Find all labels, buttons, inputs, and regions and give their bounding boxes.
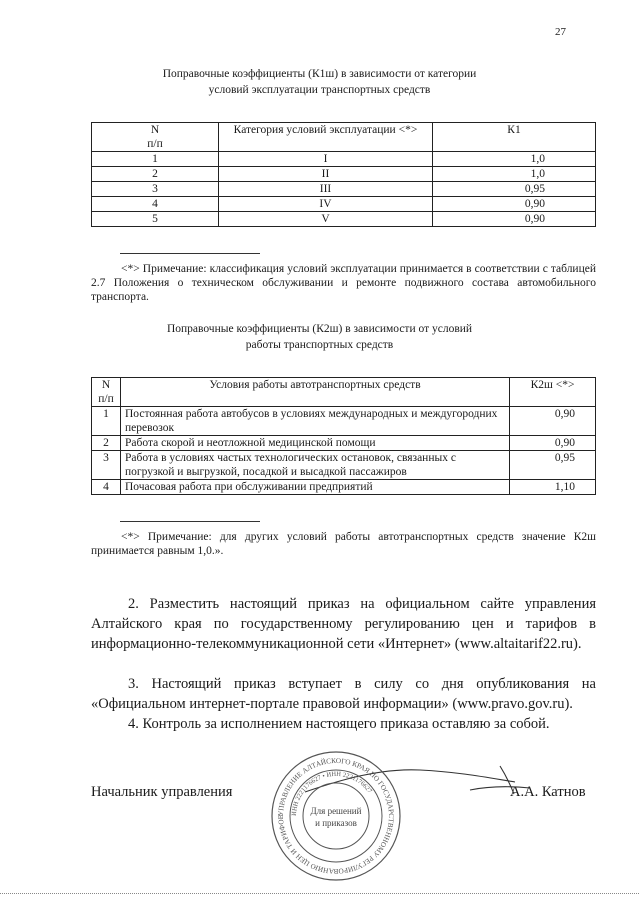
table-row (92, 212, 596, 227)
paragraph-3-text: 3. Настоящий приказ вступает в силу со дня опубликования на «Официальном интернет-портале правовой информации» (www.pravo.gov.ru). (91, 676, 596, 712)
footnote-rule-1 (120, 253, 260, 254)
row-num: 1 (92, 407, 121, 436)
page-number: 27 (555, 26, 566, 38)
row-coef: 0,95 (510, 451, 596, 480)
table-row (92, 197, 596, 212)
table1 (91, 122, 596, 227)
row-num: 3 (92, 182, 219, 197)
table1-title (0, 66, 639, 98)
row-coef: 0,90 (433, 212, 596, 227)
table-row (92, 407, 596, 436)
signature-position: Начальник управления (91, 784, 233, 800)
row-num: 4 (92, 480, 121, 495)
row-coef: 0,90 (510, 407, 596, 436)
row-num: 1 (92, 152, 219, 167)
table2-header-row (92, 378, 596, 407)
table1-header-coef: К1 (433, 123, 596, 152)
table-row (92, 167, 596, 182)
table2-title-line2: работы транспортных средств (245, 339, 394, 351)
table-row (92, 480, 596, 495)
row-coef: 1,10 (510, 480, 596, 495)
table-row (92, 152, 596, 167)
stamp-inn-text: ИНН 2221176627 • ИНН 2221176627 (290, 770, 374, 817)
row-category: III (219, 182, 433, 197)
row-num: 3 (92, 451, 121, 480)
row-coef: 0,90 (510, 436, 596, 451)
table1-header-category: Категория условий эксплуатации <*> (219, 123, 433, 152)
table2-header-conditions: Условия работы автотранспортных средств (121, 378, 510, 407)
row-num: 5 (92, 212, 219, 227)
table-row (92, 182, 596, 197)
signature-name: А.А. Катнов (510, 784, 586, 800)
paragraph-4-text: 4. Контроль за исполнением настоящего приказа оставляю за собой. (128, 716, 550, 732)
paragraph-2 (91, 594, 596, 654)
row-conditions: Работа в условиях частых технологических остановок, связанных с погрузкой и выгрузкой, посадкой и высадкой пассажиров (121, 451, 510, 480)
row-conditions: Почасовая работа при обслуживании предприятий (121, 480, 510, 495)
table2-note: <*> Примечание: для других условий работы автотранспортных средств значение К2ш принимается равным 1,0.». (91, 531, 596, 557)
row-coef: 0,95 (433, 182, 596, 197)
row-conditions: Работа скорой и неотложной медицинской помощи (121, 436, 510, 451)
stamp-center-line1: Для решений (310, 806, 362, 816)
stamp-center-line2: и приказов (315, 818, 357, 828)
paragraph-4 (91, 714, 596, 734)
row-category: II (219, 167, 433, 182)
table1-note: <*> Примечание: классификация условий эксплуатации принимается в соответствии с таблицей 2.7 Положения о техническом обслуживании и ремонте подвижного состава автомобильного транспорта. (91, 263, 596, 303)
table2-header-coef: К2ш <*> (510, 378, 596, 407)
table1-title-line2: условий эксплуатации транспортных средств (208, 84, 431, 96)
table2 (91, 377, 596, 495)
official-stamp (268, 748, 404, 884)
table2-header-num-line2: п/п (98, 393, 114, 405)
row-coef: 1,0 (433, 152, 596, 167)
row-num: 4 (92, 197, 219, 212)
row-num: 2 (92, 167, 219, 182)
paragraph-2-text: 2. Разместить настоящий приказ на официальном сайте управления Алтайского края по государственному регулированию цен и тарифов в информационно-телекоммуникационной сети «Интернет» (www.altaitarif22.ru). (91, 596, 596, 652)
footnote-rule-2 (120, 521, 260, 522)
table2-title (0, 321, 639, 353)
row-category: I (219, 152, 433, 167)
stamp-ring-text: УПРАВЛЕНИЕ АЛТАЙСКОГО КРАЯ ПО ГОСУДАРСТВЕННОМУ РЕГУЛИРОВАНИЮ ЦЕН И ТАРИФОВ (276, 756, 396, 876)
table-row (92, 451, 596, 480)
table1-header-num-line2: п/п (147, 138, 163, 150)
paragraph-3 (91, 674, 596, 714)
row-coef: 1,0 (433, 167, 596, 182)
row-num: 2 (92, 436, 121, 451)
page-footer-line (0, 893, 639, 894)
row-category: IV (219, 197, 433, 212)
table1-title-line1: Поправочные коэффициенты (К1ш) в зависимости от категории (162, 68, 477, 80)
row-category: V (219, 212, 433, 227)
table2-header-num-line1: N (101, 379, 111, 391)
table2-title-line1: Поправочные коэффициенты (К2ш) в зависимости от условий (166, 323, 473, 335)
row-coef: 0,90 (433, 197, 596, 212)
table1-header-num (92, 123, 219, 152)
row-conditions: Постоянная работа автобусов в условиях международных и междугородних перевозок (121, 407, 510, 436)
table1-header-row (92, 123, 596, 152)
table2-header-num (92, 378, 121, 407)
table-row (92, 436, 596, 451)
table1-header-num-line1: N (150, 124, 160, 136)
